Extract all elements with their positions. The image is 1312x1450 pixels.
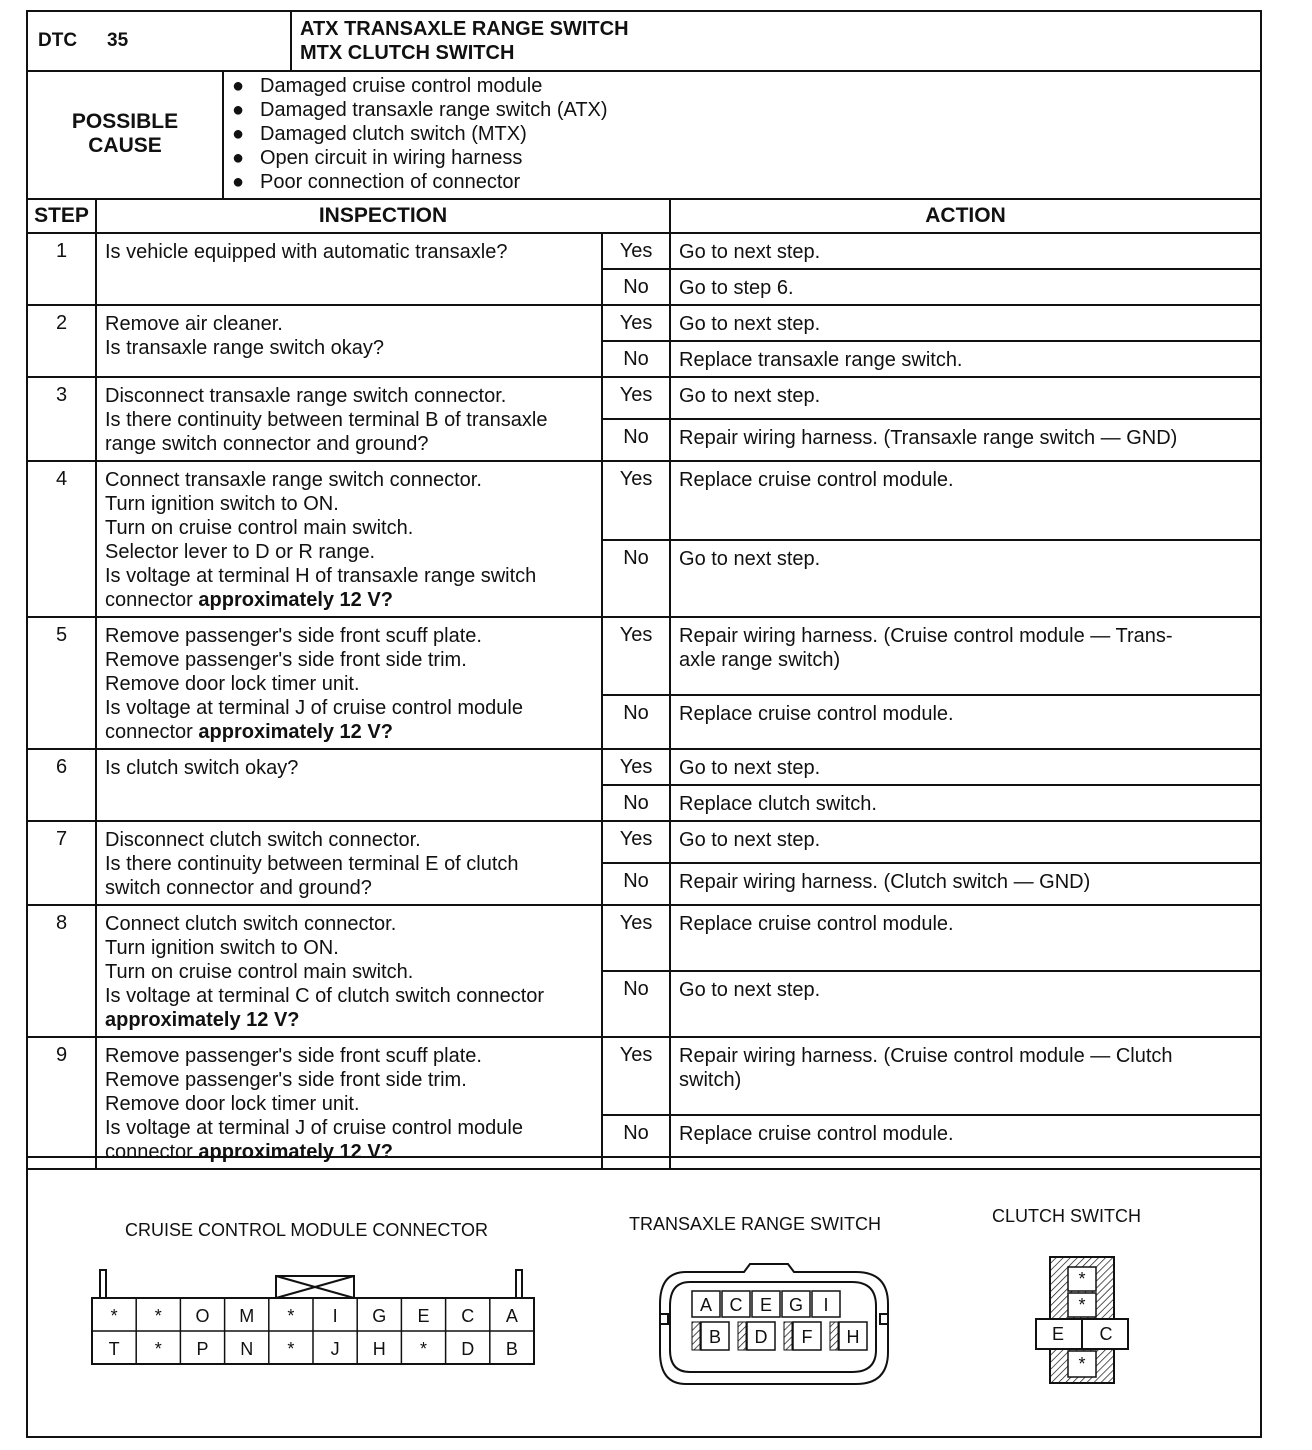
no-label: No — [602, 863, 670, 905]
table-row — [28, 233, 1260, 269]
inspection-line: Connect clutch switch connector. — [105, 913, 397, 935]
inspection-criterion: approximately 12 V? — [198, 1141, 393, 1163]
range-pin-label: G — [788, 1295, 804, 1315]
table-row — [28, 905, 1260, 971]
cruise-pin-label: C — [461, 1306, 475, 1326]
cruise-connector-diagram — [88, 1266, 538, 1366]
yes-label: Yes — [602, 233, 670, 269]
cruise-pin-label: I — [332, 1306, 338, 1326]
cruise-pin-label: O — [195, 1306, 210, 1326]
action-line: Repair wiring harness. (Cruise control module — Clutch — [679, 1045, 1173, 1067]
clutch-pin-label: * — [1078, 1354, 1086, 1374]
inspection-criterion: approximately 12 V? — [198, 589, 393, 611]
header-action: ACTION — [670, 200, 1260, 233]
yes-label: Yes — [602, 905, 670, 971]
cruise-pin-label: B — [505, 1339, 518, 1359]
cruise-pin-label: * — [110, 1306, 118, 1326]
no-action: Repair wiring harness. (Clutch switch — GND) — [670, 863, 1260, 905]
yes-action: Go to next step. — [670, 377, 1260, 419]
step-number: 6 — [28, 749, 96, 821]
clutch-pin-label: E — [1051, 1324, 1065, 1344]
inspection-cell — [96, 461, 602, 617]
inspection-line: Remove door lock timer unit. — [105, 1093, 360, 1115]
range-pin-label: D — [754, 1327, 768, 1347]
inspection-line: Remove door lock timer unit. — [105, 673, 360, 695]
cruise-pin-label: J — [330, 1339, 340, 1359]
possible-cause-item — [232, 170, 608, 194]
dtc-sheet — [26, 10, 1262, 1438]
clutch-switch-diagram — [1032, 1253, 1132, 1393]
inspection-line: Is transaxle range switch okay? — [105, 337, 385, 359]
yes-label: Yes — [602, 749, 670, 785]
inspection-line: Is voltage at terminal H of transaxle range switch — [105, 565, 537, 587]
clutch-pin-label: C — [1099, 1324, 1113, 1344]
possible-cause — [28, 70, 1260, 200]
no-action: Replace transaxle range switch. — [670, 341, 1260, 377]
cruise-pin-label: * — [419, 1339, 428, 1359]
inspection-line: Is vehicle equipped with automatic transaxle? — [105, 241, 508, 263]
inspection-line — [105, 720, 595, 744]
clutch-switch-title: CLUTCH SWITCH — [992, 1206, 1141, 1226]
inspection-line: Connect transaxle range switch connector. — [105, 469, 482, 491]
inspection-line: Turn on cruise control main switch. — [105, 961, 414, 983]
inspection-line: Remove passenger's side front scuff plate. — [105, 1045, 482, 1067]
range-pin-label: A — [699, 1295, 713, 1315]
range-pin-label: E — [759, 1295, 773, 1315]
inspection-cell — [96, 617, 602, 749]
step-number: 5 — [28, 617, 96, 749]
title-line-2: MTX CLUTCH SWITCH — [300, 42, 515, 64]
inspection-line: range switch connector and ground? — [105, 433, 429, 455]
no-action: Go to next step. — [670, 971, 1260, 1037]
cruise-pin-label: * — [154, 1339, 162, 1359]
inspection-line: Selector lever to D or R range. — [105, 541, 376, 563]
no-label: No — [602, 419, 670, 461]
table-row — [28, 1037, 1260, 1115]
cruise-pin-label: D — [461, 1339, 475, 1359]
inspection-cell — [96, 905, 602, 1037]
range-pin-label: C — [729, 1295, 743, 1315]
yes-label: Yes — [602, 821, 670, 863]
inspection-line: Remove passenger's side front scuff plate. — [105, 625, 482, 647]
cruise-pin-label: T — [108, 1339, 120, 1359]
table-row — [28, 377, 1260, 419]
inspection-cell — [96, 1037, 602, 1169]
no-label: No — [602, 269, 670, 305]
inspection-line: Is voltage at terminal J of cruise control module — [105, 1117, 523, 1139]
action-line: axle range switch) — [679, 649, 841, 671]
no-action: Replace clutch switch. — [670, 785, 1260, 821]
no-action: Go to next step. — [670, 540, 1260, 617]
cruise-pin-label: M — [239, 1306, 255, 1326]
inspection-cell — [96, 305, 602, 377]
table-row — [28, 749, 1260, 785]
possible-cause-item — [232, 98, 608, 122]
no-action: Replace cruise control module. — [670, 695, 1260, 749]
clutch-pin-label: * — [1078, 1295, 1086, 1315]
page-title — [300, 17, 629, 65]
inspection-criterion: approximately 12 V? — [105, 1009, 300, 1031]
step-number: 1 — [28, 233, 96, 305]
inspection-cell — [96, 749, 602, 821]
bullet-icon: ● — [232, 171, 245, 193]
action-line: Repair wiring harness. (Cruise control module — Trans- — [679, 625, 1173, 647]
table-row — [28, 305, 1260, 341]
yes-label: Yes — [602, 617, 670, 695]
inspection-tail: connector — [105, 721, 199, 743]
cruise-connector-title: CRUISE CONTROL MODULE CONNECTOR — [125, 1220, 489, 1240]
yes-label: Yes — [602, 305, 670, 341]
cruise-pin-label: * — [154, 1306, 162, 1326]
possible-cause-text: Poor connection of connector — [260, 171, 521, 193]
yes-action: Go to next step. — [670, 305, 1260, 341]
dtc-number: 35 — [107, 30, 129, 51]
yes-label: Yes — [602, 461, 670, 540]
range-pin-key — [692, 1322, 700, 1350]
inspection-line: Disconnect clutch switch connector. — [105, 829, 421, 851]
inspection-line: Turn ignition switch to ON. — [105, 493, 339, 515]
inspection-cell — [96, 233, 602, 305]
no-action: Replace cruise control module. — [670, 1115, 1260, 1169]
inspection-line: Is there continuity between terminal E of clutch — [105, 853, 519, 875]
possible-cause-text: Damaged clutch switch (MTX) — [260, 123, 527, 145]
cruise-pin-label: N — [240, 1339, 254, 1359]
table-row — [28, 821, 1260, 863]
inspection-line: Remove passenger's side front side trim. — [105, 649, 467, 671]
inspection-tail: connector — [105, 589, 199, 611]
cruise-pin-label: G — [372, 1306, 387, 1326]
range-pin-key — [738, 1322, 746, 1350]
yes-action: Replace cruise control module. — [670, 461, 1260, 540]
inspection-table — [28, 200, 1260, 1170]
no-action: Go to step 6. — [670, 269, 1260, 305]
step-number: 4 — [28, 461, 96, 617]
step-number: 3 — [28, 377, 96, 461]
no-label: No — [602, 695, 670, 749]
inspection-line: Remove air cleaner. — [105, 313, 283, 335]
yes-action — [670, 1037, 1260, 1115]
step-number: 8 — [28, 905, 96, 1037]
bullet-icon: ● — [232, 123, 245, 145]
range-switch-title: TRANSAXLE RANGE SWITCH — [629, 1214, 882, 1234]
table-row — [28, 617, 1260, 695]
action-line: switch) — [679, 1069, 742, 1091]
inspection-tail: connector — [105, 1141, 199, 1163]
range-pin-label: B — [708, 1327, 722, 1347]
yes-action: Replace cruise control module. — [670, 905, 1260, 971]
cruise-pin-label: H — [372, 1339, 386, 1359]
range-pin-key — [784, 1322, 792, 1350]
range-pin-label: I — [823, 1295, 829, 1315]
possible-cause-label-2: CAUSE — [88, 134, 162, 157]
no-label: No — [602, 540, 670, 617]
step-number: 2 — [28, 305, 96, 377]
step-number: 9 — [28, 1037, 96, 1169]
possible-cause-label — [28, 70, 224, 198]
inspection-cell — [96, 377, 602, 461]
yes-label: Yes — [602, 377, 670, 419]
inspection-line: Is clutch switch okay? — [105, 757, 299, 779]
clutch-pin-label: * — [1078, 1269, 1086, 1289]
range-pin-label: H — [846, 1327, 860, 1347]
bullet-icon: ● — [232, 75, 245, 97]
range-pin-label: F — [801, 1327, 813, 1347]
cruise-pin-label: E — [417, 1306, 430, 1326]
no-label: No — [602, 785, 670, 821]
inspection-line: switch connector and ground? — [105, 877, 372, 899]
step-number: 7 — [28, 821, 96, 905]
yes-action: Go to next step. — [670, 821, 1260, 863]
possible-cause-text: Damaged cruise control module — [260, 75, 543, 97]
possible-cause-list — [232, 74, 608, 194]
yes-action: Go to next step. — [670, 233, 1260, 269]
bullet-icon: ● — [232, 99, 245, 121]
inspection-line — [105, 1008, 595, 1032]
cruise-pin-label: A — [505, 1306, 518, 1326]
inspection-line: Is voltage at terminal J of cruise control module — [105, 697, 523, 719]
possible-cause-item — [232, 74, 608, 98]
no-label: No — [602, 1115, 670, 1169]
no-action: Repair wiring harness. (Transaxle range switch — GND) — [670, 419, 1260, 461]
inspection-line: Is there continuity between terminal B of transaxle — [105, 409, 548, 431]
connector-diagrams — [28, 1156, 1260, 1438]
possible-cause-item — [232, 122, 608, 146]
cruise-pin-label: * — [287, 1306, 295, 1326]
inspection-line — [105, 588, 595, 612]
inspection-cell — [96, 821, 602, 905]
inspection-criterion: approximately 12 V? — [198, 721, 393, 743]
yes-label: Yes — [602, 1037, 670, 1115]
yes-action — [670, 617, 1260, 695]
cruise-pin-label: P — [196, 1339, 209, 1359]
header-inspection: INSPECTION — [96, 200, 670, 233]
range-pin-key — [830, 1322, 838, 1350]
possible-cause-text: Damaged transaxle range switch (ATX) — [260, 99, 608, 121]
title-line-1: ATX TRANSAXLE RANGE SWITCH — [300, 18, 629, 40]
table-row — [28, 461, 1260, 540]
yes-action: Go to next step. — [670, 749, 1260, 785]
dtc-label: DTC — [38, 30, 78, 51]
no-label: No — [602, 341, 670, 377]
header-step: STEP — [28, 200, 96, 233]
inspection-line: Disconnect transaxle range switch connector. — [105, 385, 507, 407]
possible-cause-text: Open circuit in wiring harness — [260, 147, 523, 169]
possible-cause-item — [232, 146, 608, 170]
dtc-box — [28, 12, 292, 70]
inspection-line: Turn ignition switch to ON. — [105, 937, 339, 959]
header — [28, 12, 1260, 72]
range-switch-diagram — [656, 1260, 894, 1390]
inspection-line: Is voltage at terminal C of clutch switch connector — [105, 985, 545, 1007]
inspection-line: Turn on cruise control main switch. — [105, 517, 414, 539]
possible-cause-label-1: POSSIBLE — [71, 110, 179, 133]
inspection-line: Remove passenger's side front side trim. — [105, 1069, 467, 1091]
bullet-icon: ● — [232, 147, 245, 169]
cruise-pin-label: * — [287, 1339, 295, 1359]
no-label: No — [602, 971, 670, 1037]
